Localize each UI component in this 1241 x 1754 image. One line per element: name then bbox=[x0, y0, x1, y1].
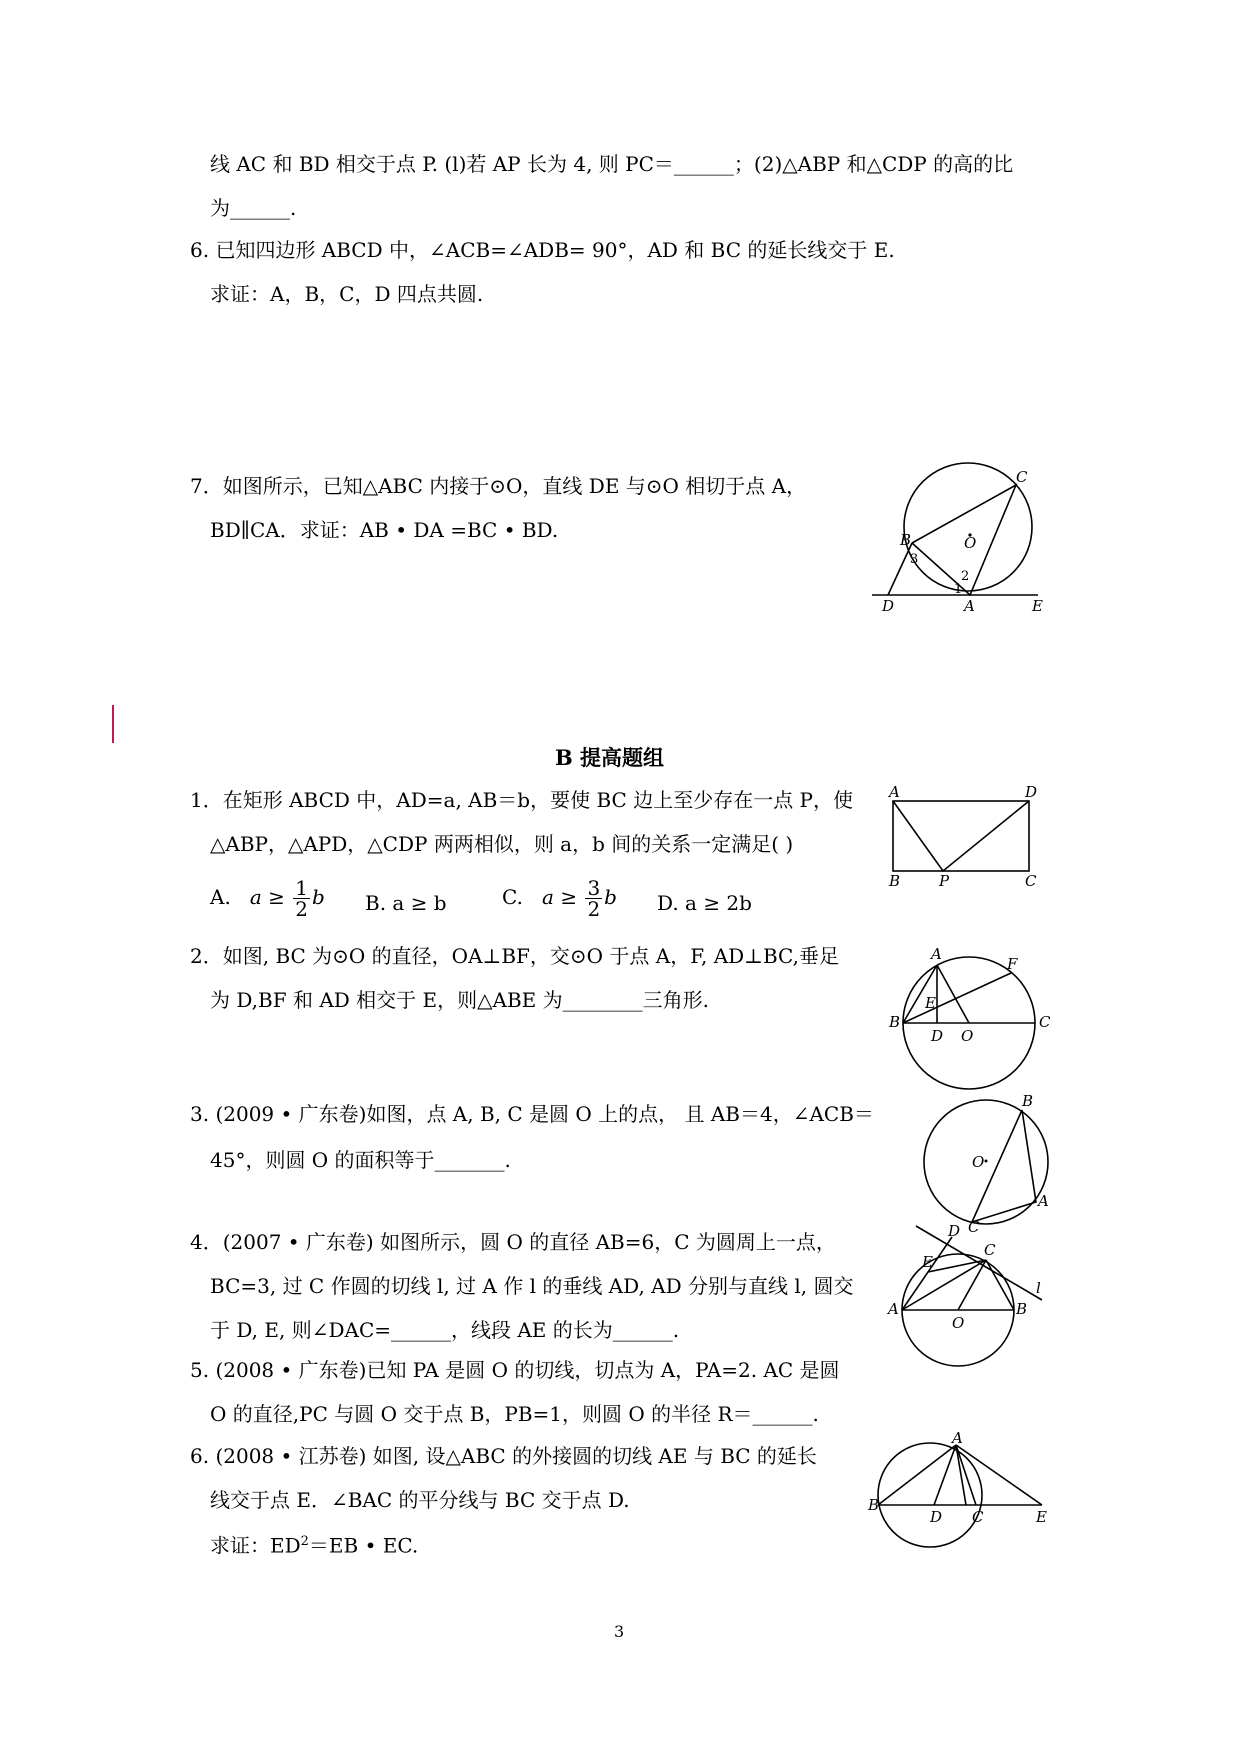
q4-label-e: E bbox=[922, 1253, 933, 1271]
q4-label-c: C bbox=[984, 1241, 996, 1259]
fig7-label-a: A bbox=[964, 597, 975, 615]
b-problem-6-line2: 线交于点 E．∠BAC 的平分线与 BC 交于点 D. bbox=[210, 1488, 630, 1512]
q2-label-d: D bbox=[931, 1027, 944, 1045]
option-d: D. a ≥ 2b bbox=[657, 891, 752, 915]
b-problem-5-line1: 5. (2008 • 广东卷)已知 PA 是圆 O 的切线，切点为 A，PA=2. AC 是圆 bbox=[190, 1358, 840, 1382]
b-problem-6-line3: 求证：$ED^2=EB$ • EC. bbox=[210, 1533, 419, 1558]
fig7-label-e: E bbox=[1032, 597, 1043, 615]
option-b: B. a ≥ b bbox=[365, 891, 447, 915]
q2-label-a: A bbox=[931, 945, 942, 963]
fig7-label-1: 1 bbox=[954, 582, 963, 597]
q6-label-a: A bbox=[952, 1429, 963, 1447]
q4-label-l: l bbox=[1036, 1279, 1041, 1297]
b-problem-2-line2: 为 D,BF 和 AD 相交于 E，则△ABE 为________三角形. bbox=[210, 988, 709, 1012]
q6-label-d: D bbox=[930, 1508, 943, 1526]
b-problem-1-line1: 1．在矩形 ABCD 中，AD=a, AB＝b，要使 BC 边上至少存在一点 P，使 bbox=[190, 788, 854, 812]
b-problem-2-line1: 2．如图, BC 为⊙O 的直径，OA⊥BF，交⊙O 于点 A，F, AD⊥BC,垂足 bbox=[190, 944, 839, 968]
problem-6-statement: 6. 已知四边形 ABCD 中，∠ACB=∠ADB= 90°，AD 和 BC 的延长线交于 E. bbox=[190, 238, 895, 262]
rect-label-b: B bbox=[889, 872, 901, 890]
q3-label-o: O bbox=[972, 1153, 985, 1171]
rect-label-a: A bbox=[889, 783, 900, 801]
b-problem-1-line2: △ABP，△APD，△CDP 两两相似，则 a，b 间的关系一定满足( ) bbox=[210, 832, 794, 856]
q4-label-b: B bbox=[1016, 1300, 1028, 1318]
problem-7-proof: BD∥CA．求证：AB • DA =BC • BD. bbox=[210, 518, 559, 542]
b-problem-4-line1: 4．(2007 • 广东卷) 如图所示，圆 O 的直径 AB=6，C 为圆周上一点， bbox=[190, 1230, 836, 1254]
b-problem-5-line2: O 的直径,PC 与圆 O 交于点 B，PB=1，则圆 O 的半径 R＝______. bbox=[210, 1402, 819, 1426]
text-line-ratio-blank: 为______. bbox=[210, 196, 297, 220]
q6-label-b: B bbox=[868, 1496, 880, 1514]
option-c: C. a ≥ $\frac{3}{2}$ b bbox=[502, 876, 617, 921]
b-problem-4-line2: BC=3, 过 C 作圆的切线 l, 过 A 作 l 的垂线 AD, AD 分别与直线 l, 圆交 bbox=[210, 1274, 854, 1298]
problem-7-statement: 7．如图所示，已知△ABC 内接于⊙O，直线 DE 与⊙O 相切于点 A， bbox=[190, 474, 807, 498]
q6-label-c: C bbox=[972, 1508, 984, 1526]
b-problem-4-figure bbox=[886, 1220, 1046, 1370]
b-problem-3-figure bbox=[918, 1092, 1056, 1236]
q4-label-o: O bbox=[952, 1314, 965, 1332]
b-problem-3-line2: 45°，则圆 O 的面积等于_______. bbox=[210, 1148, 511, 1172]
q4-label-a: A bbox=[888, 1300, 899, 1318]
rect-label-c: C bbox=[1025, 872, 1037, 890]
margin-marker bbox=[112, 705, 114, 743]
page-number: 3 bbox=[614, 1622, 625, 1641]
fig7-label-3: 3 bbox=[910, 552, 919, 567]
fig7-label-2: 2 bbox=[961, 569, 970, 584]
q3-label-b: B bbox=[1022, 1092, 1034, 1110]
q2-label-c: C bbox=[1039, 1013, 1051, 1031]
fig7-label-o: O bbox=[964, 534, 977, 552]
q2-label-e: E bbox=[925, 994, 936, 1012]
b-problem-2-figure bbox=[889, 945, 1049, 1085]
b-problem-6-figure bbox=[868, 1429, 1058, 1555]
text-line-ac-bd: 线 AC 和 BD 相交于点 P. (l)若 AP 长为 4, 则 PC＝______；(2)△ABP 和△CDP 的高的比 bbox=[210, 152, 1014, 176]
b-problem-6-line1: 6. (2008 • 江苏卷) 如图, 设△ABC 的外接圆的切线 AE 与 BC 的延长 bbox=[190, 1444, 817, 1468]
problem-7-figure bbox=[868, 465, 1068, 615]
q3-label-c: C bbox=[968, 1218, 980, 1236]
option-a: A. a ≥ $\frac{1}{2}$ b bbox=[210, 876, 325, 921]
q3-label-a: A bbox=[1038, 1192, 1049, 1210]
q6-label-e: E bbox=[1036, 1508, 1047, 1526]
q4-label-d: D bbox=[948, 1222, 961, 1240]
fig7-label-c: C bbox=[1016, 468, 1028, 486]
b-problem-4-line3: 于 D, E, 则∠DAC=______，线段 AE 的长为______. bbox=[210, 1318, 680, 1342]
q2-label-f: F bbox=[1007, 955, 1018, 973]
rect-label-p: P bbox=[939, 872, 950, 890]
q2-label-o: O bbox=[961, 1027, 974, 1045]
fig7-label-d: D bbox=[882, 597, 895, 615]
b-problem-1-figure bbox=[883, 783, 1043, 889]
rect-label-d: D bbox=[1025, 783, 1038, 801]
problem-6-proof: 求证：A，B，C，D 四点共圆. bbox=[210, 282, 484, 306]
section-b-title: B 提高题组 bbox=[555, 745, 665, 770]
b-problem-3-line1: 3. (2009 • 广东卷)如图，点 A, B, C 是圆 O 上的点， 且 AB＝4，∠ACB＝ bbox=[190, 1102, 874, 1126]
fig7-label-b: B bbox=[900, 531, 912, 549]
q2-label-b: B bbox=[889, 1013, 901, 1031]
